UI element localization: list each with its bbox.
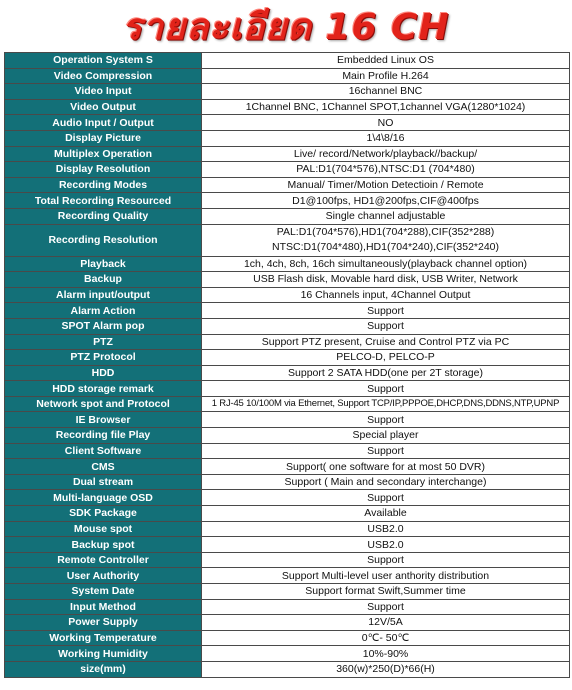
spec-label: Alarm Action	[5, 303, 202, 319]
table-row	[5, 646, 570, 662]
spec-label: Remote Controller	[5, 552, 202, 568]
spec-label: Recording file Play	[5, 428, 202, 444]
spec-label: Display Resolution	[5, 162, 202, 178]
spec-value: Support	[202, 318, 570, 334]
spec-label: Video Output	[5, 99, 202, 115]
spec-label: Recording Modes	[5, 177, 202, 193]
spec-label: Operation System S	[5, 53, 202, 69]
spec-value: Manual/ Timer/Motion Detectioin / Remote	[202, 177, 570, 193]
spec-label: SPOT Alarm pop	[5, 318, 202, 334]
spec-label: size(mm)	[5, 661, 202, 677]
table-row	[5, 303, 570, 319]
table-row	[5, 287, 570, 303]
spec-label: Backup spot	[5, 537, 202, 553]
table-row	[5, 318, 570, 334]
spec-value: Support ( Main and secondary interchange)	[202, 474, 570, 490]
spec-value: PAL:D1(704*576),NTSC:D1 (704*480)	[202, 162, 570, 178]
spec-value	[202, 224, 570, 256]
spec-value: Support	[202, 599, 570, 615]
table-row	[5, 365, 570, 381]
table-row	[5, 130, 570, 146]
spec-value: USB2.0	[202, 521, 570, 537]
table-row	[5, 584, 570, 600]
page-title: รายละเอียด 16 CH	[122, 6, 450, 48]
spec-value-line: PAL:D1(704*576),HD1(704*288),CIF(352*288)	[276, 226, 495, 239]
spec-label: Multi-language OSD	[5, 490, 202, 506]
spec-table	[4, 52, 570, 678]
table-row	[5, 506, 570, 522]
spec-value: Support PTZ present, Cruise and Control PTZ via PC	[202, 334, 570, 350]
table-row	[5, 630, 570, 646]
spec-label: HDD storage remark	[5, 381, 202, 397]
spec-value: 12V/5A	[202, 615, 570, 631]
table-row	[5, 396, 570, 412]
spec-label: PTZ	[5, 334, 202, 350]
spec-value: 1\4\8/16	[202, 130, 570, 146]
table-row	[5, 412, 570, 428]
spec-label: HDD	[5, 365, 202, 381]
spec-value: Support format Swift,Summer time	[202, 584, 570, 600]
spec-label: IE Browser	[5, 412, 202, 428]
table-row	[5, 224, 570, 256]
table-row	[5, 53, 570, 69]
table-row	[5, 552, 570, 568]
table-row	[5, 474, 570, 490]
spec-label: PTZ Protocol	[5, 350, 202, 366]
table-row	[5, 599, 570, 615]
spec-value: Support( one software for at most 50 DVR)	[202, 459, 570, 475]
spec-value: 1ch, 4ch, 8ch, 16ch simultaneously(playback channel option)	[202, 256, 570, 272]
table-row	[5, 115, 570, 131]
spec-value: Live/ record/Network/playback//backup/	[202, 146, 570, 162]
spec-label: Recording Quality	[5, 208, 202, 224]
spec-label: SDK Package	[5, 506, 202, 522]
spec-label: System Date	[5, 584, 202, 600]
spec-label: Multiplex Operation	[5, 146, 202, 162]
spec-value: D1@100fps, HD1@200fps,CIF@400fps	[202, 193, 570, 209]
spec-label: Network spot and Protocol	[5, 396, 202, 412]
spec-label: Total Recording Resourced	[5, 193, 202, 209]
table-row	[5, 193, 570, 209]
spec-value: USB2.0	[202, 537, 570, 553]
spec-value: 1Channel BNC, 1Channel SPOT,1channel VGA(1280*1024)	[202, 99, 570, 115]
spec-value: Single channel adjustable	[202, 208, 570, 224]
spec-label: CMS	[5, 459, 202, 475]
spec-table-body	[5, 53, 570, 678]
spec-label: Display Picture	[5, 130, 202, 146]
spec-label: Backup	[5, 272, 202, 288]
table-row	[5, 162, 570, 178]
spec-label: Playback	[5, 256, 202, 272]
spec-value: Support	[202, 443, 570, 459]
spec-value: Support	[202, 381, 570, 397]
spec-label: Input Method	[5, 599, 202, 615]
spec-label: Mouse spot	[5, 521, 202, 537]
table-row	[5, 99, 570, 115]
spec-label: Client Software	[5, 443, 202, 459]
spec-value-line: NTSC:D1(704*480),HD1(704*240),CIF(352*240)	[271, 241, 500, 254]
spec-value: USB Flash disk, Movable hard disk, USB Writer, Network	[202, 272, 570, 288]
table-row	[5, 490, 570, 506]
spec-value: Support	[202, 412, 570, 428]
spec-label: User Authority	[5, 568, 202, 584]
spec-label: Working Humidity	[5, 646, 202, 662]
spec-value: Support 2 SATA HDD(one per 2T storage)	[202, 365, 570, 381]
spec-value: 16 Channels input, 4Channel Output	[202, 287, 570, 303]
table-row	[5, 350, 570, 366]
spec-label: Video Compression	[5, 68, 202, 84]
spec-value: Special player	[202, 428, 570, 444]
spec-label: Alarm input/output	[5, 287, 202, 303]
table-row	[5, 615, 570, 631]
spec-label: Working Temperature	[5, 630, 202, 646]
table-row	[5, 381, 570, 397]
table-row	[5, 272, 570, 288]
spec-label: Audio Input / Output	[5, 115, 202, 131]
table-row	[5, 208, 570, 224]
table-row	[5, 521, 570, 537]
table-row	[5, 428, 570, 444]
spec-value: Support	[202, 552, 570, 568]
table-row	[5, 177, 570, 193]
spec-value: 10%-90%	[202, 646, 570, 662]
spec-value: Support Multi-level user anthority distribution	[202, 568, 570, 584]
table-row	[5, 146, 570, 162]
table-row	[5, 84, 570, 100]
spec-value: Support	[202, 490, 570, 506]
table-row	[5, 256, 570, 272]
spec-label: Video Input	[5, 84, 202, 100]
spec-value: Available	[202, 506, 570, 522]
spec-label: Power Supply	[5, 615, 202, 631]
table-row	[5, 334, 570, 350]
spec-value: Embedded Linux OS	[202, 53, 570, 69]
spec-value: 0℃- 50℃	[202, 630, 570, 646]
table-row	[5, 568, 570, 584]
spec-label: Recording Resolution	[5, 224, 202, 256]
spec-label: Dual stream	[5, 474, 202, 490]
table-row	[5, 68, 570, 84]
table-row	[5, 661, 570, 677]
spec-value: 1 RJ-45 10/100M via Ethernet, Support TCP/IP,PPPOE,DHCP,DNS,DDNS,NTP,UPNP	[202, 396, 570, 412]
table-row	[5, 443, 570, 459]
table-row	[5, 537, 570, 553]
spec-value: NO	[202, 115, 570, 131]
spec-value: Main Profile H.264	[202, 68, 570, 84]
spec-value: PELCO-D, PELCO-P	[202, 350, 570, 366]
spec-value: Support	[202, 303, 570, 319]
table-row	[5, 459, 570, 475]
spec-value: 16channel BNC	[202, 84, 570, 100]
spec-value: 360(w)*250(D)*66(H)	[202, 661, 570, 677]
